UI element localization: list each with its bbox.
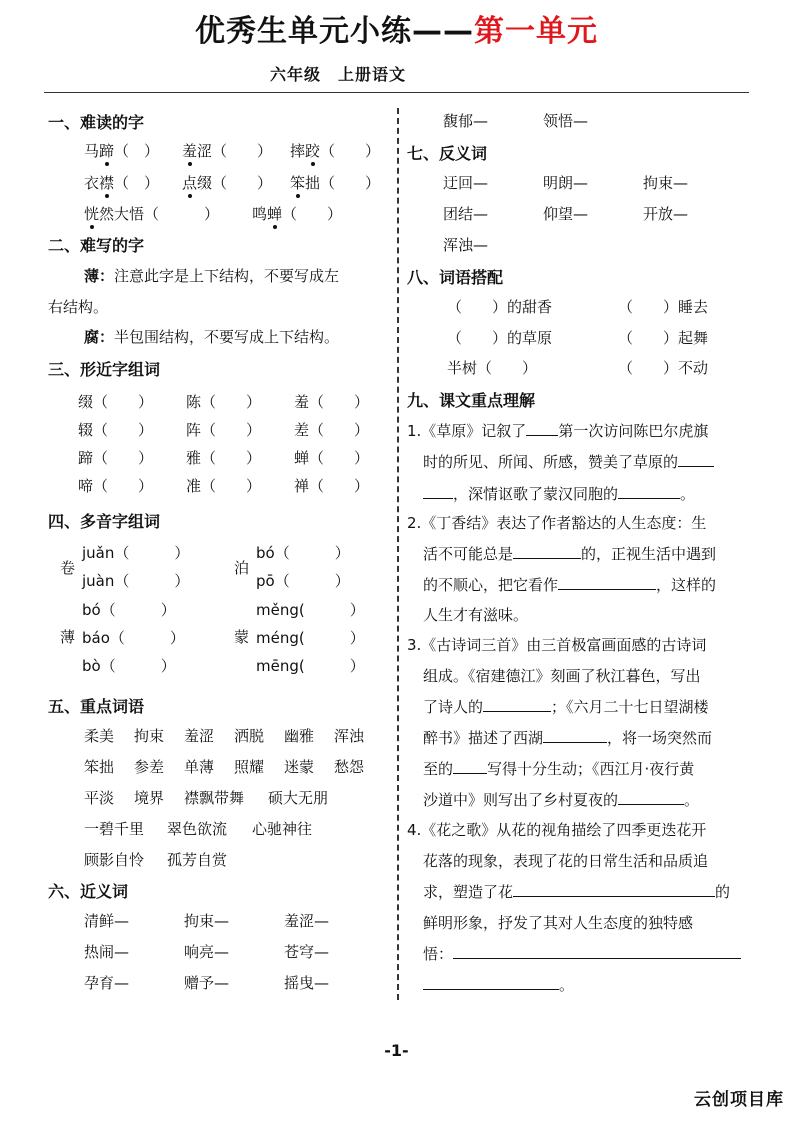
polyphone-entry: juàn（ ） (82, 572, 190, 590)
collocation-item: （ ）起舞 (618, 329, 709, 347)
similar-char-item: 雅（ ） (186, 449, 262, 467)
key-word: 笨拙 (84, 758, 115, 776)
q4-line: 。 (423, 974, 574, 995)
q1-line: ，深情讴歌了蒙汉同胞的 。 (423, 483, 695, 504)
blank[interactable] (423, 974, 559, 990)
key-word: 翠色欲流 (167, 820, 228, 838)
key-word: 拘束 (134, 727, 165, 745)
similar-char-item: 啼（ ） (78, 477, 154, 495)
antonym-item: 团结— (443, 205, 489, 223)
synonym-item: 摇曳— (284, 974, 330, 992)
q4-line: 4.《花之歌》从花的视角描绘了四季更迭花开 (407, 821, 707, 839)
polyphone-char-bao: 薄 (60, 628, 76, 646)
synonym-item: 热闹— (84, 943, 130, 961)
polyphone-entry: bó（ ） (256, 544, 350, 562)
q4-line: 花落的现象，表现了花的日常生活和品质追 (423, 852, 709, 870)
q2-line: 2.《丁香结》表达了作者豁达的人生态度：生 (407, 514, 707, 532)
synonym-item: 领悟— (543, 112, 589, 130)
section-1-heading: 一、难读的字 (48, 113, 145, 132)
similar-char-item: 缀（ ） (78, 393, 154, 411)
hard-char-item: 笨拙（ ） (290, 174, 381, 192)
similar-char-item: 陈（ ） (186, 393, 262, 411)
polyphone-char-juan: 卷 (60, 559, 76, 577)
hard-char-item: 衣襟（ ） (84, 174, 160, 192)
similar-char-item: 辍（ ） (78, 421, 154, 439)
blank[interactable] (618, 789, 684, 805)
polyphone-char-bo: 泊 (234, 559, 250, 577)
synonym-item: 苍穹— (284, 943, 330, 961)
collocation-item: （ ）的甜香 (447, 298, 553, 316)
polyphone-char-meng: 蒙 (234, 628, 250, 646)
section-9-heading: 九、课文重点理解 (407, 391, 536, 410)
section-3-heading: 三、形近字组词 (48, 360, 161, 379)
q4-line: 悟： (423, 943, 741, 964)
key-word: 迷蒙 (284, 758, 315, 776)
polyphone-entry: pō（ ） (256, 572, 350, 590)
unit-title-highlight: 第一单元 (474, 14, 598, 49)
polyphone-entry: juǎn（ ） (82, 544, 190, 562)
hard-char-item: 羞涩（ ） (182, 142, 273, 160)
synonym-item: 响亮— (184, 943, 230, 961)
antonym-item: 开放— (643, 205, 689, 223)
q1-line: 时的所见、所闻、所感，赞美了草原的 (423, 451, 714, 472)
q3-line: 3.《古诗词三首》由三首极富画面感的古诗词 (407, 636, 707, 654)
page-number: -1- (384, 1041, 409, 1060)
q3-line: 了诗人的 ；《六月二十七日望湖楼 (423, 698, 709, 716)
key-word: 顾影自怜 (84, 851, 145, 869)
polyphone-entry: mēng( ） (256, 657, 365, 675)
key-word: 孤芳自赏 (167, 851, 228, 869)
similar-char-item: 羞（ ） (294, 393, 370, 411)
q3-line: 至的 写得十分生动；《西江月·夜行黄 (423, 760, 695, 778)
polyphone-entry: bò（ ） (82, 657, 176, 675)
antonym-item: 浑浊— (443, 236, 489, 254)
synonym-item: 赠予— (184, 974, 230, 992)
synonym-item: 孕育— (84, 974, 130, 992)
blank[interactable] (543, 727, 607, 743)
hard-char-item: 马蹄（ ） (84, 142, 160, 160)
blank[interactable] (483, 696, 551, 712)
section-6-heading: 六、近义词 (48, 882, 129, 901)
synonym-item: 馥郁— (443, 112, 489, 130)
blank[interactable] (526, 420, 558, 436)
similar-char-item: 阵（ ） (186, 421, 262, 439)
section-2-heading: 二、难写的字 (48, 236, 145, 255)
blank[interactable] (678, 451, 714, 467)
antonym-item: 仰望— (543, 205, 589, 223)
hard-char-item: 点缀（ ） (182, 174, 273, 192)
watermark: 云创项目库 (694, 1090, 784, 1110)
hard-char-item: 恍然大悟（ ） (84, 205, 220, 223)
key-word: 羞涩 (184, 727, 215, 745)
key-word: 洒脱 (234, 727, 265, 745)
blank[interactable] (423, 483, 453, 499)
key-word: 一碧千里 (84, 820, 145, 838)
key-word: 境界 (134, 789, 165, 807)
q2-line: 人生才有滋味。 (423, 606, 529, 624)
key-word: 愁怨 (334, 758, 365, 776)
q3-line: 组成。《宿建德江》刻画了秋江暮色，写出 (423, 667, 701, 685)
key-word: 平淡 (84, 789, 115, 807)
similar-char-item: 差（ ） (294, 421, 370, 439)
polyphone-entry: méng( ） (256, 629, 365, 647)
key-word: 照耀 (234, 758, 265, 776)
similar-char-item: 准（ ） (186, 477, 262, 495)
key-word: 心驰神往 (252, 820, 313, 838)
blank[interactable] (558, 574, 656, 590)
blank[interactable] (453, 758, 487, 774)
section-4-heading: 四、多音字组词 (48, 512, 161, 531)
similar-char-item: 蝉（ ） (294, 449, 370, 467)
q3-line: 沙道中》则写出了乡村夏夜的 。 (423, 791, 700, 809)
collocation-item: （ ）睡去 (618, 298, 709, 316)
subtitle: 六年级 上册语文 (270, 65, 407, 84)
q4-line: 求，塑造了花 的 (423, 883, 731, 901)
synonym-item: 清鲜— (84, 912, 130, 930)
antonym-item: 拘束— (643, 174, 689, 192)
hard-char-item: 鸣蝉（ ） (252, 205, 343, 223)
blank[interactable] (513, 543, 581, 559)
key-word: 硕大无朋 (268, 789, 329, 807)
page-title: 优秀生单元小练——第一单元 (195, 14, 598, 49)
antonym-item: 明朗— (543, 174, 589, 192)
key-word: 浑浊 (334, 727, 365, 745)
blank[interactable] (453, 943, 741, 959)
similar-char-item: 禅（ ） (294, 477, 370, 495)
q3-line: 醉书》描述了西湖 ，将一场突然而 (423, 729, 713, 747)
polyphone-entry: báo（ ） (82, 629, 185, 647)
blank[interactable] (513, 881, 715, 897)
polyphone-entry: měng( ） (256, 601, 365, 619)
hard-char-item: 摔跤（ ） (290, 142, 381, 160)
section-8-heading: 八、词语搭配 (407, 268, 504, 287)
key-word: 参差 (134, 758, 165, 776)
writing-note-1-cont: 右结构。 (48, 298, 109, 316)
q2-line: 的不顺心，把它看作 ，这样的 (423, 576, 717, 594)
writing-note-2: 腐：半包围结构，不要写成上下结构。 (84, 328, 340, 346)
column-divider (397, 108, 399, 1000)
key-word: 柔美 (84, 727, 115, 745)
synonym-item: 羞涩— (284, 912, 330, 930)
synonym-item: 拘束— (184, 912, 230, 930)
blank[interactable] (618, 483, 680, 499)
collocation-item: 半树（ ） (447, 359, 538, 377)
collocation-item: （ ）的草原 (447, 329, 553, 347)
key-word: 单薄 (184, 758, 215, 776)
polyphone-entry: bó（ ） (82, 601, 176, 619)
antonym-item: 迂回— (443, 174, 489, 192)
q1-line: 1.《草原》记叙了 第一次访问陈巴尔虎旗 (407, 422, 709, 440)
q2-line: 活不可能总是 的，正视生活中遇到 (423, 545, 717, 563)
similar-char-item: 蹄（ ） (78, 449, 154, 467)
section-5-heading: 五、重点词语 (48, 697, 145, 716)
header-rule (44, 92, 749, 93)
q4-line: 鲜明形象，抒发了其对人生态度的独特感 (423, 914, 694, 932)
section-7-heading: 七、反义词 (407, 144, 488, 163)
key-word: 幽雅 (284, 727, 315, 745)
collocation-item: （ ）不动 (618, 359, 709, 377)
writing-note-1: 薄：注意此字是上下结构，不要写成左 (84, 267, 340, 285)
key-word: 襟飘带舞 (184, 789, 245, 807)
